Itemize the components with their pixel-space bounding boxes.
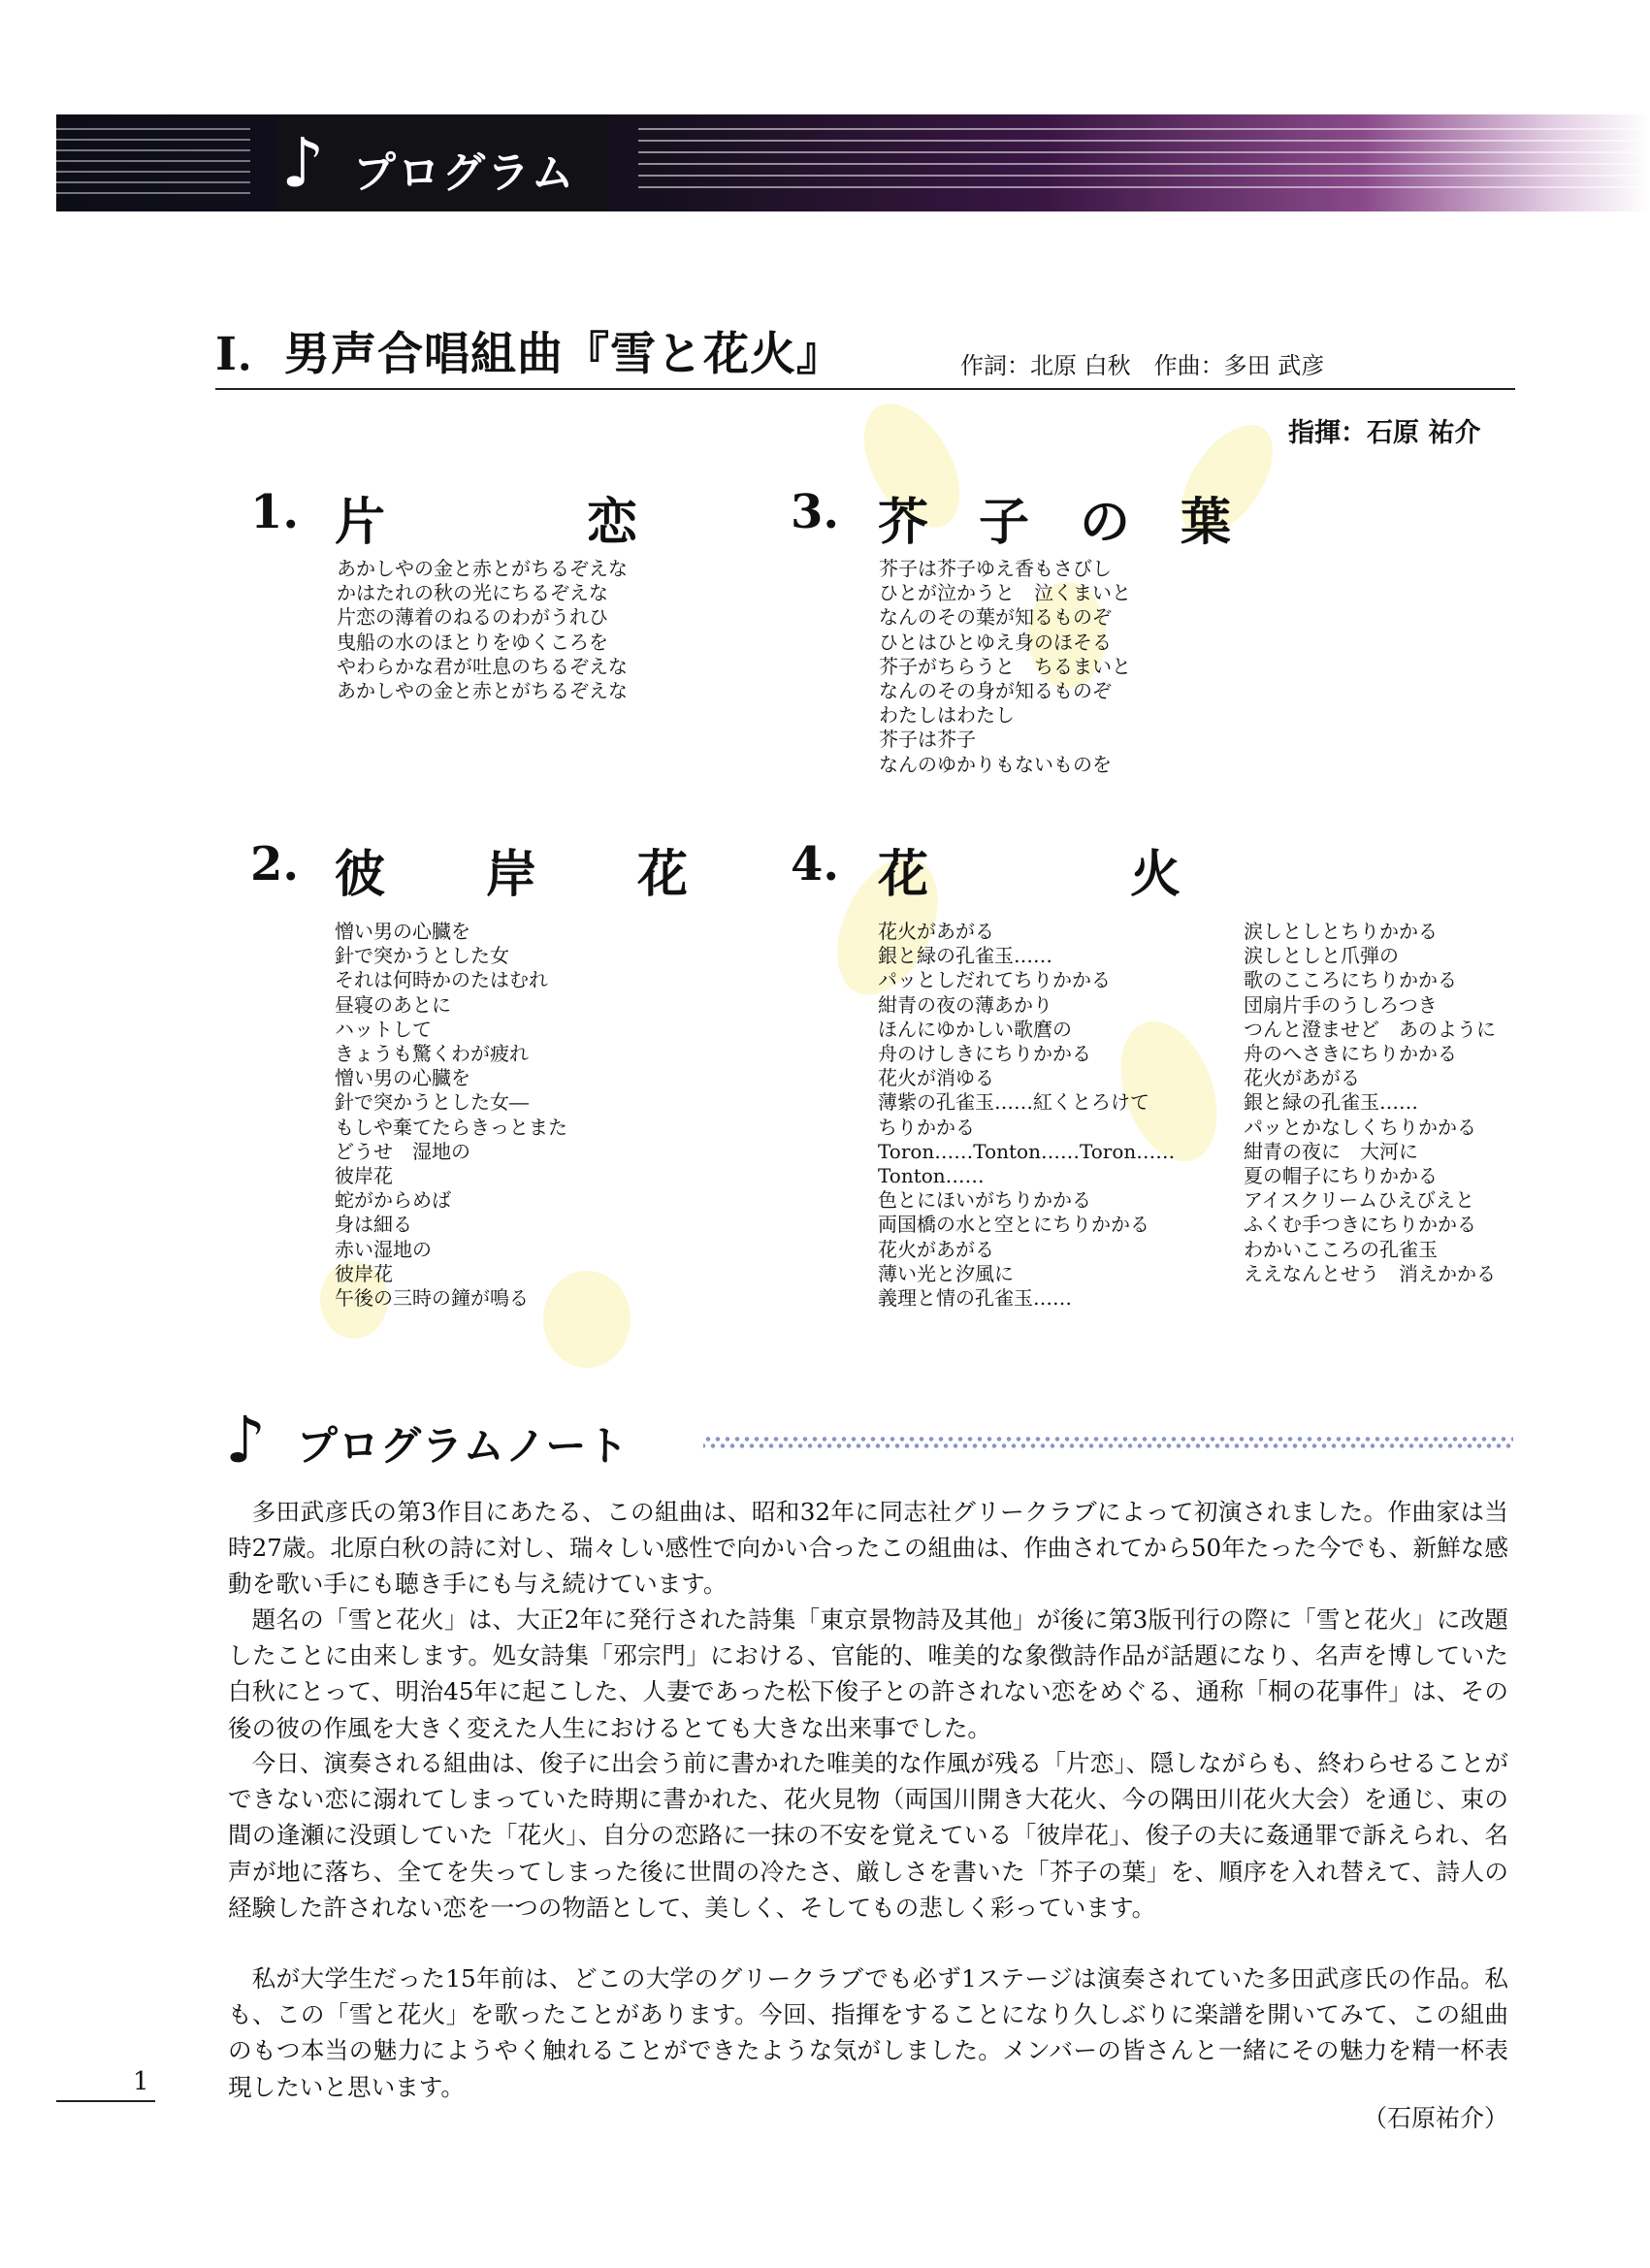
lyric-line: 蛇がからめば [335,1188,451,1213]
conductor-credit: 指揮：石原 祐介 [1288,418,1481,448]
lyric-line: きょうも驚くわが疲れ [335,1042,529,1066]
lyric-line: 彼岸花 [335,1164,393,1188]
lyric-line: 夏の帽子にちりかかる [1244,1164,1438,1188]
lyric-line: 針で突かうとした女― [335,1090,529,1115]
lyric-line: ほんにゆかしい歌麿の [878,1017,1072,1041]
program-note-title: プログラムノート [297,1422,630,1470]
lyric-line: 片恋の薄着のねるのわがうれひ [337,605,608,630]
lyric-line: 芥子は芥子 [879,728,976,752]
lyric-line: ひとはひとゆえ身のほそる [879,630,1112,654]
song-title: 花 火 [878,845,1181,904]
lyric-line: 涙しとしと爪弾の [1244,944,1399,968]
lyric-line: 憎い男の心臓を [335,1066,470,1090]
program-note-paragraph: 今日、演奏される組曲は、俊子に出会う前に書かれた唯美的な作風が残る「片恋」、隠しながらも、終わらせることができない恋に溺れてしまっていた時期に書かれた、花火見物（両国川開き大花火、今の隅田川花火大会）を通じ、束の間の逢瀬に没頭していた「花火」、自分の恋路に一抹の不安を覚えている「彼岸花」、俊子の夫に姦通罪で訴えられ、名声が地に落ち、全てを失ってしまった後に世間の冷たさ、厳しさを書いた「芥子の葉」を、順序を入れ替えて、詩人の経験した許されない恋を一つの物語として、美しく、そしてもの悲しく彩っています。 [228,1749,1508,1922]
song-lyrics-column-2 [1244,920,1496,1286]
lyric-line: 紺青の夜の薄あかり [878,992,1052,1017]
lyric-line: Toron……Tonton……Toron…… [878,1139,1176,1163]
music-note-icon: ♪ [225,1403,267,1477]
page-number: 1 [133,2067,149,2096]
lyric-line: どうせ 湿地の [335,1139,470,1163]
section-divider [215,388,1515,390]
song-title: 彼 岸 花 [335,845,689,904]
section-credit: 作詞：北原 白秋 作曲：多田 武彦 [960,352,1325,379]
lyric-line: あかしやの金と赤とがちるぞえな [337,557,628,580]
lyric-line: ええなんとせう 消えかかる [1244,1261,1496,1285]
lyric-line: 歌のこころにちりかかる [1244,968,1457,992]
lyric-line: 午後の三時の鐘が鳴る [335,1286,529,1311]
lyric-line: 舟のへさきにちりかかる [1244,1042,1457,1066]
lyric-line: 舟のけしきにちりかかる [878,1042,1091,1066]
author-signature: （石原祐介） [1363,2104,1509,2132]
lyric-line: 芥子がちらうと ちるまいと [879,654,1131,678]
lyric-line: 義理と情の孔雀玉…… [878,1286,1072,1311]
lyric-line: やわらかな君が吐息のちるぞえな [337,654,628,678]
song-number: 2. [250,837,300,891]
banner-title: プログラム [353,148,576,198]
banner-stripes-right [638,128,1650,198]
lyric-line: つんと澄ませど あのように [1244,1017,1496,1041]
lyric-line: 花火があがる [878,920,994,943]
lyric-line: かはたれの秋の光にちるぞえな [337,581,608,605]
song-title: 芥 子 の 葉 [878,493,1232,552]
lyric-line: ハットして [335,1017,432,1041]
lyric-line: ふくむ手つきにちりかかる [1244,1213,1476,1237]
music-note-icon: ♪ [281,123,325,203]
lyric-line: 涙しとしとちりかかる [1244,920,1438,943]
section-title: Ⅰ．男声合唱組曲『雪と花火』 [215,328,843,381]
lyric-line: なんのゆかりもないものを [879,752,1112,776]
lyric-line: 薄紫の孔雀玉……紅くとろけて [878,1090,1149,1115]
lyric-line: 銀と緑の孔雀玉…… [878,944,1052,968]
lyric-line: パッとしだれてちりかかる [878,968,1111,992]
song-lyrics-column-1 [878,920,1175,1311]
lyric-line: パッとかなしくちりかかる [1244,1115,1476,1139]
lyric-line: なんのその葉が知るものぞ [879,605,1112,630]
song-lyrics [337,557,628,703]
lyric-line: 銀と緑の孔雀玉…… [1244,1090,1418,1115]
lyric-line: アイスクリームひえびえと [1244,1188,1474,1213]
lyric-line: 紺青の夜に 大河に [1244,1139,1418,1163]
lyric-line: 憎い男の心臓を [335,920,470,943]
lyric-line: ひとが泣かうと 泣くまいと [879,581,1131,605]
lyric-line: 薄い光と汐風に [878,1261,1014,1285]
song-number: 1. [250,485,300,539]
song-number: 3. [791,485,840,539]
lyric-line: 色とにほいがちりかかる [878,1188,1091,1213]
lyric-line: 両国橋の水と空とにちりかかる [878,1213,1149,1237]
lyric-line: 曳船の水のほとりをゆくころを [337,630,608,654]
lyric-line: なんのその身が知るものぞ [879,679,1112,703]
lyric-line: Tonton…… [878,1164,985,1188]
program-note-paragraph: 私が大学生だった15年前は、どこの大学のグリークラブでも必ず1ステージは演奏されていた多田武彦氏の作品。私も、この「雪と花火」を歌ったことがあります。今回、指揮をすることになり久しぶりに楽譜を開いてみて、この組曲のもつ本当の魅力にようやく触れることができたような気がしました。メンバーの皆さんと一緒にその魅力を精一杯表現したいと思います。 [228,1964,1508,2101]
lyric-line: 花火があがる [1244,1066,1360,1090]
lyric-line: 針で突かうとした女 [335,944,509,968]
lyric-line: 団扇片手のうしろつき [1244,992,1438,1017]
lyric-line: わかいこころの孔雀玉 [1244,1237,1438,1261]
lyric-line: もしや棄てたらきっとまた [335,1115,567,1139]
banner-stripes-left [56,128,250,198]
dotted-divider [703,1436,1513,1449]
lyric-line: 芥子は芥子ゆえ香もさびし [879,557,1112,580]
program-note-paragraph: 多田武彦氏の第3作目にあたる、この組曲は、昭和32年に同志社グリークラブによって初演されました。作曲家は当時27歳。北原白秋の詩に対し、瑞々しい感性で向かい合ったこの組曲は、作曲されてから50年たった今でも、新鮮な感動を歌い手にも聴き手にも与え続けています。 [228,1498,1508,1599]
lyric-line: 赤い湿地の [335,1237,432,1261]
song-lyrics [879,557,1131,777]
header-banner [56,114,1650,211]
lyric-line: 身は細る [335,1213,412,1237]
lyric-line: 花火が消ゆる [878,1066,994,1090]
lyric-line: あかしやの金と赤とがちるぞえな [337,679,628,703]
lyric-line: それは何時かのたはむれ [335,968,548,992]
page-number-rule [56,2100,155,2102]
song-title: 片 恋 [335,493,638,552]
lyric-line: ちりかかる [878,1115,975,1139]
lyric-line: 彼岸花 [335,1261,393,1285]
program-note-paragraph: 題名の「雪と花火」は、大正2年に発行された詩集「東京景物詩及其他」が後に第3版刊行の際に「雪と花火」に改題したことに由来します。処女詩集「邪宗門」における、官能的、唯美的な象徴詩作品が話題になり、名声を博していた白秋にとって、明治45年に起こした、人妻であった松下俊子との許されない恋をめぐる、通称「桐の花事件」は、その後の彼の作風を大きく変えた人生におけるとても大きな出来事でした。 [228,1605,1508,1742]
lyric-line: わたしはわたし [879,703,1015,728]
lyric-line: 昼寝のあとに [335,992,451,1017]
song-lyrics [335,920,567,1311]
lyric-line: 花火があがる [878,1237,994,1261]
song-number: 4. [791,837,840,891]
